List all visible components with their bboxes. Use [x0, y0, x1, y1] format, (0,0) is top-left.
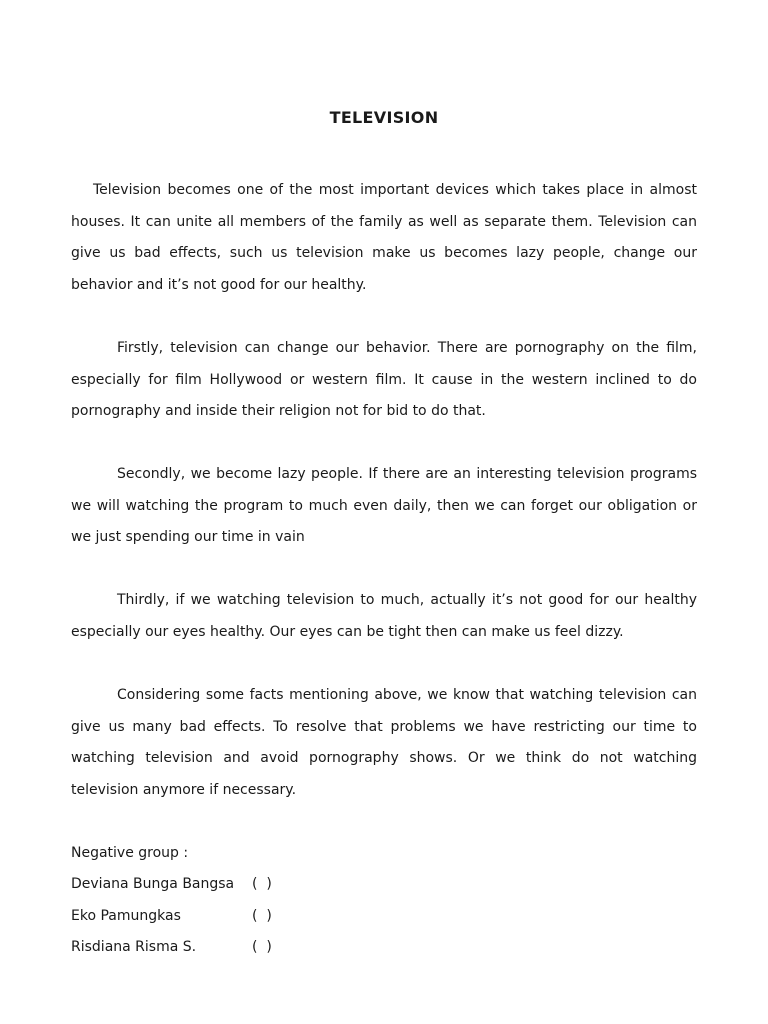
document-title: TELEVISION	[329, 108, 439, 127]
group-heading: Negative group :	[71, 845, 189, 861]
member-name: Deviana Bunga Bangsa	[71, 876, 235, 892]
signature-brackets: ( )	[252, 908, 272, 924]
member-name: Eko Pamungkas	[71, 908, 181, 924]
member-name: Risdiana Risma S.	[71, 939, 197, 955]
paragraph-conclusion: Considering some facts mentioning above, we know that watching television can give us many bad effects. To resolve that problems we have restricting our time to watching television and avoid pornography shows. Or we think do not watching television anymore if necessary.	[71, 687, 697, 798]
signature-brackets: ( )	[252, 939, 272, 955]
paragraph-thirdly: Thirdly, if we watching television to much, actually it’s not good for our healthy especially our eyes healthy. Our eyes can be tight then can make us feel dizzy.	[71, 592, 697, 640]
signature-brackets: ( )	[252, 876, 272, 892]
paragraph-firstly: Firstly, television can change our behavior. There are pornography on the film, especially for film Hollywood or western film. It cause in the western inclined to do pornography and inside their religion not for bid to do that.	[71, 340, 697, 419]
paragraph-secondly: Secondly, we become lazy people. If there are an interesting television programs we will watching the program to much even daily, then we can forget our obligation or we just spending our time in vain	[71, 466, 697, 545]
paragraph-introduction: Television becomes one of the most important devices which takes place in almost houses. It can unite all members of the family as well as separate them. Television can give us bad effects, such us television make us becomes lazy people, change our behavior and it’s not good for our healthy.	[71, 182, 697, 293]
